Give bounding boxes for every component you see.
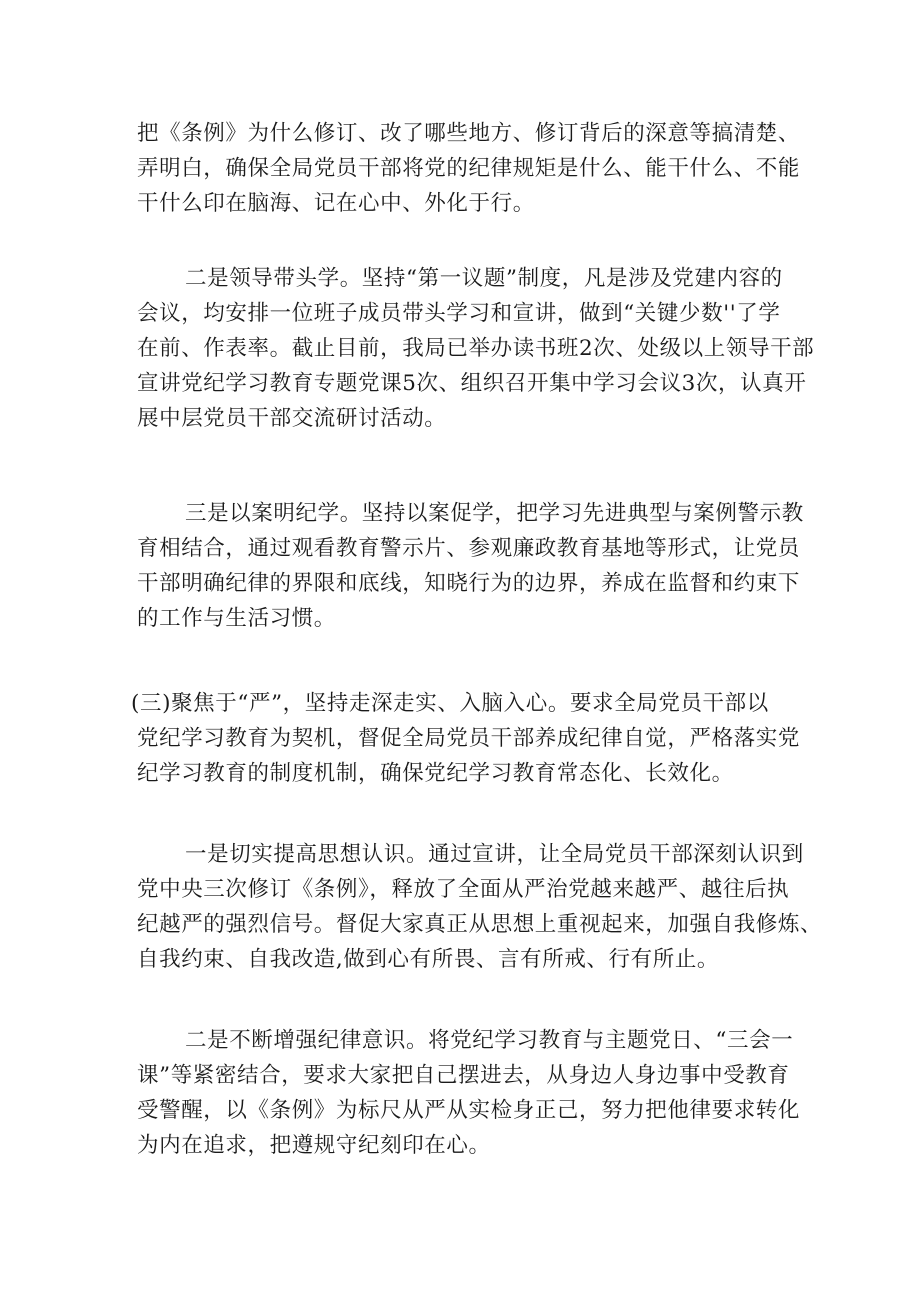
text-line: 纪越严的强烈信号。督促大家真正从思想上重视起来，加强自我修炼、: [137, 912, 823, 937]
text-line: 弄明白，确保全局党员干部将党的纪律规矩是什么、能干什么、不能: [137, 156, 801, 181]
paragraph-discipline-awareness: [137, 1023, 801, 1163]
text-line: 党纪学习教育为契机，督促全局党员干部养成纪律自觉，严格落实党: [137, 726, 801, 751]
text-line: 宣讲党纪学习教育专题党课5次、组织召开集中学习会议3次，认真开: [137, 371, 807, 396]
text-line: 受警醒，以《条例》为标尺从严从实检身正己，努力把他律要求转化: [137, 1098, 801, 1123]
text-line: 三是以案明纪学。坚持以案促学，把学习先进典型与案例警示教: [185, 501, 804, 526]
section-heading-strict: [131, 686, 801, 791]
text-line: 育相结合，通过观看教育警示片、参观廉政教育基地等形式，让党员: [137, 536, 801, 561]
paragraph-raise-awareness: [137, 837, 823, 977]
text-line: 自我约束、自我改造,做到心有所畏、言有所戒、行有所止。: [137, 947, 720, 972]
paragraph-leaders-study: [137, 261, 815, 436]
text-line: 课”等紧密结合，要求大家把自己摆进去，从身边人身边事中受教育: [137, 1063, 790, 1088]
text-line: 会议，均安排一位班子成员带头学习和宣讲，做到“关键少数''了学: [137, 301, 781, 326]
text-line: (三)聚焦于“严”，坚持走深走实、入脑入心。要求全局党员干部以: [131, 691, 769, 716]
text-line: 展中层党员干部交流研讨活动。: [137, 406, 447, 431]
text-line: 为内在追求，把遵规守纪刻印在心。: [137, 1133, 491, 1158]
text-line: 二是领导带头学。坚持“第一议题”制度，凡是涉及党建内容的: [185, 266, 783, 291]
text-line: 二是不断增强纪律意识。将党纪学习教育与主题党日、“三会一: [185, 1028, 794, 1053]
text-line: 干部明确纪律的界限和底线，知晓行为的边界，养成在监督和约束下: [137, 571, 801, 596]
text-line: 的工作与生活习惯。: [137, 606, 336, 631]
paragraph-continuation-intro: [137, 116, 801, 221]
text-line: 党中央三次修订《条例》，释放了全面从严治党越来越严、越往后执: [137, 877, 790, 902]
text-line: 纪学习教育的制度机制，确保党纪学习教育常态化、长效化。: [137, 761, 734, 786]
text-line: 把《条例》为什么修订、改了哪些地方、修订背后的深意等搞清楚、: [137, 121, 801, 146]
text-line: 在前、作表率。截止目前，我局已举办读书班2次、处级以上领导干部: [137, 336, 815, 361]
text-line: 一是切实提高思想认识。通过宣讲，让全局党员干部深刻认识到: [185, 842, 804, 867]
text-line: 干什么印在脑海、记在心中、外化于行。: [137, 191, 535, 216]
paragraph-case-study: [137, 496, 804, 636]
